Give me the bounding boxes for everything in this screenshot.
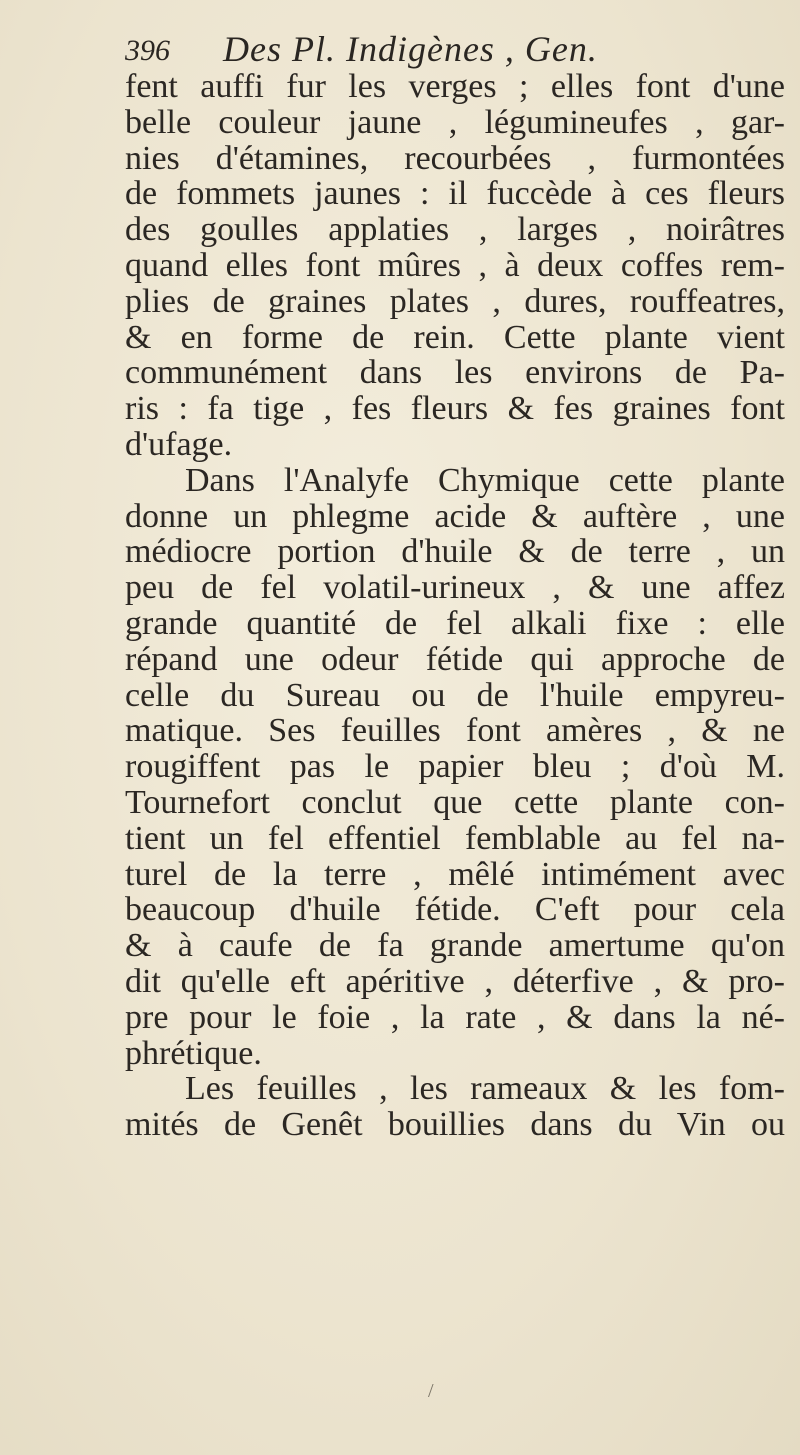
text-line: plies de graines plates , dures, rouffeatres, (125, 282, 785, 320)
text-line: grande quantité de fel alkali fixe : elle (125, 604, 785, 642)
text-line: mités de Genêt bouillies dans du Vin ou (125, 1106, 785, 1144)
text-line: Dans l'Analyfe Chymique cette plante (185, 461, 785, 499)
text-line: fent auffi fur les verges ; elles font d'une (125, 68, 785, 105)
text-line: turel de la terre , mêlé intimément avec (125, 855, 785, 893)
text-line: belle couleur jaune , légumineufes , gar- (125, 103, 785, 141)
text-line: dit qu'elle eft apéritive , déterfive , & pro- (125, 962, 785, 1000)
text-line: quand elles font mûres , à deux coffes rem- (125, 246, 785, 284)
running-head: Des Pl. Indigènes , Gen. (223, 29, 598, 69)
text-line: phrétique. (125, 1034, 262, 1072)
text-line: Les feuilles , les rameaux & les fom- (185, 1070, 785, 1108)
text-line: matique. Ses feuilles font amères , & ne (125, 712, 785, 750)
text-line: ris : fa tige , fes fleurs & fes graines font (125, 390, 785, 428)
text-line: tient un fel effentiel femblable au fel na- (125, 819, 785, 857)
text-line: & à caufe de fa grande amertume qu'on (125, 927, 785, 965)
text-line: communément dans les environs de Pa- (125, 354, 785, 392)
text-line: celle du Sureau ou de l'huile empyreu- (125, 676, 785, 714)
text-line: d'ufage. (125, 425, 233, 463)
text-line: médiocre portion d'huile & de terre , un (125, 533, 785, 571)
text-line: des goulles applaties , larges , noirâtres (125, 211, 785, 249)
body-text (125, 69, 785, 1143)
text-line: répand une odeur fétide qui approche de (125, 640, 785, 678)
text-line: beaucoup d'huile fétide. C'eft pour cela (125, 891, 785, 929)
text-line: nies d'étamines, recourbées , furmontées (125, 139, 785, 177)
text-line: peu de fel volatil-urineux , & une affez (125, 569, 785, 607)
text-line: donne un phlegme acide & auftère , une (125, 497, 785, 535)
text-line: pre pour le foie , la rate , & dans la né- (125, 998, 785, 1036)
text-line: Tournefort conclut que cette plante con- (125, 783, 785, 821)
text-line: & en forme de rein. Cette plante vient (125, 318, 785, 356)
stray-mark: / (428, 1380, 434, 1402)
text-line: de fommets jaunes : il fuccède à ces fleurs (125, 175, 785, 213)
text-line: rougiffent pas le papier bleu ; d'où M. (125, 748, 785, 786)
page-number: 396 (125, 34, 170, 67)
